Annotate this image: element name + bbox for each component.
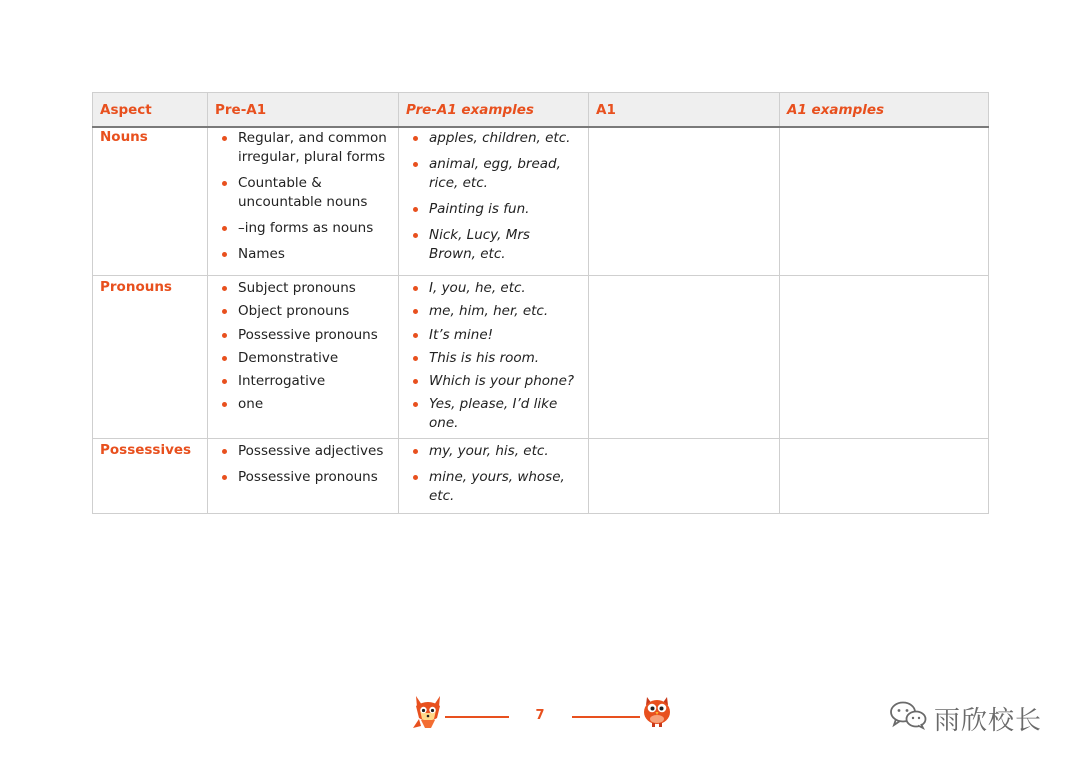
list-item: Regular, and common irregular, plural forms <box>215 129 391 167</box>
fox-mascot-icon <box>411 692 445 734</box>
header-pre-a1-examples: Pre-A1 examples <box>399 93 589 128</box>
grammar-table <box>92 92 989 514</box>
watermark <box>888 700 1042 737</box>
list-item: animal, egg, bread, rice, etc. <box>406 155 581 193</box>
list-item: my, your, his, etc. <box>406 442 581 461</box>
a1-examples-cell <box>780 438 989 513</box>
pre-a1-cell <box>208 276 399 439</box>
page-footer <box>0 690 1080 740</box>
list-item: Countable & uncountable nouns <box>215 174 391 212</box>
footer-line-right <box>572 716 640 718</box>
list-item: me, him, her, etc. <box>406 302 581 321</box>
footer-line-left <box>445 716 509 718</box>
list-item: Demonstrative <box>215 349 391 368</box>
list-item: mine, yours, whose, etc. <box>406 468 581 506</box>
wechat-icon <box>888 700 934 737</box>
a1-cell <box>589 438 780 513</box>
grammar-table-section <box>92 92 988 514</box>
pre-a1-cell <box>208 127 399 276</box>
header-pre-a1: Pre-A1 <box>208 93 399 128</box>
aspect-cell: Nouns <box>93 127 208 276</box>
a1-examples-cell <box>780 127 989 276</box>
list-item: Possessive pronouns <box>215 326 391 345</box>
table-header-row <box>93 93 989 128</box>
list-item: Possessive pronouns <box>215 468 391 487</box>
list-item: Which is your phone? <box>406 372 581 391</box>
list-item: Interrogative <box>215 372 391 391</box>
list-item: Object pronouns <box>215 302 391 321</box>
aspect-cell: Pronouns <box>93 276 208 439</box>
header-a1-examples: A1 examples <box>780 93 989 128</box>
list-item: This is his room. <box>406 349 581 368</box>
table-row <box>93 438 989 513</box>
pre-a1-examples-cell <box>399 127 589 276</box>
pre-a1-examples-cell <box>399 276 589 439</box>
list-item: I, you, he, etc. <box>406 279 581 298</box>
list-item: It’s mine! <box>406 326 581 345</box>
list-item: Possessive adjectives <box>215 442 391 461</box>
table-row <box>93 276 989 439</box>
aspect-cell: Possessives <box>93 438 208 513</box>
owl-mascot-icon <box>638 694 676 732</box>
list-item: apples, children, etc. <box>406 129 581 148</box>
list-item: Nick, Lucy, Mrs Brown, etc. <box>406 226 581 264</box>
pre-a1-cell <box>208 438 399 513</box>
list-item: Yes, please, I’d like one. <box>406 395 581 433</box>
list-item: Names <box>215 245 391 264</box>
list-item: Subject pronouns <box>215 279 391 298</box>
header-aspect: Aspect <box>93 93 208 128</box>
a1-examples-cell <box>780 276 989 439</box>
a1-cell <box>589 127 780 276</box>
pre-a1-examples-cell <box>399 438 589 513</box>
page-number: 7 <box>535 708 545 723</box>
header-a1: A1 <box>589 93 780 128</box>
watermark-text: 雨欣校长 <box>934 706 1043 736</box>
list-item: one <box>215 395 391 414</box>
list-item: Painting is fun. <box>406 200 581 219</box>
table-row <box>93 127 989 276</box>
a1-cell <box>589 276 780 439</box>
list-item: –ing forms as nouns <box>215 219 391 238</box>
